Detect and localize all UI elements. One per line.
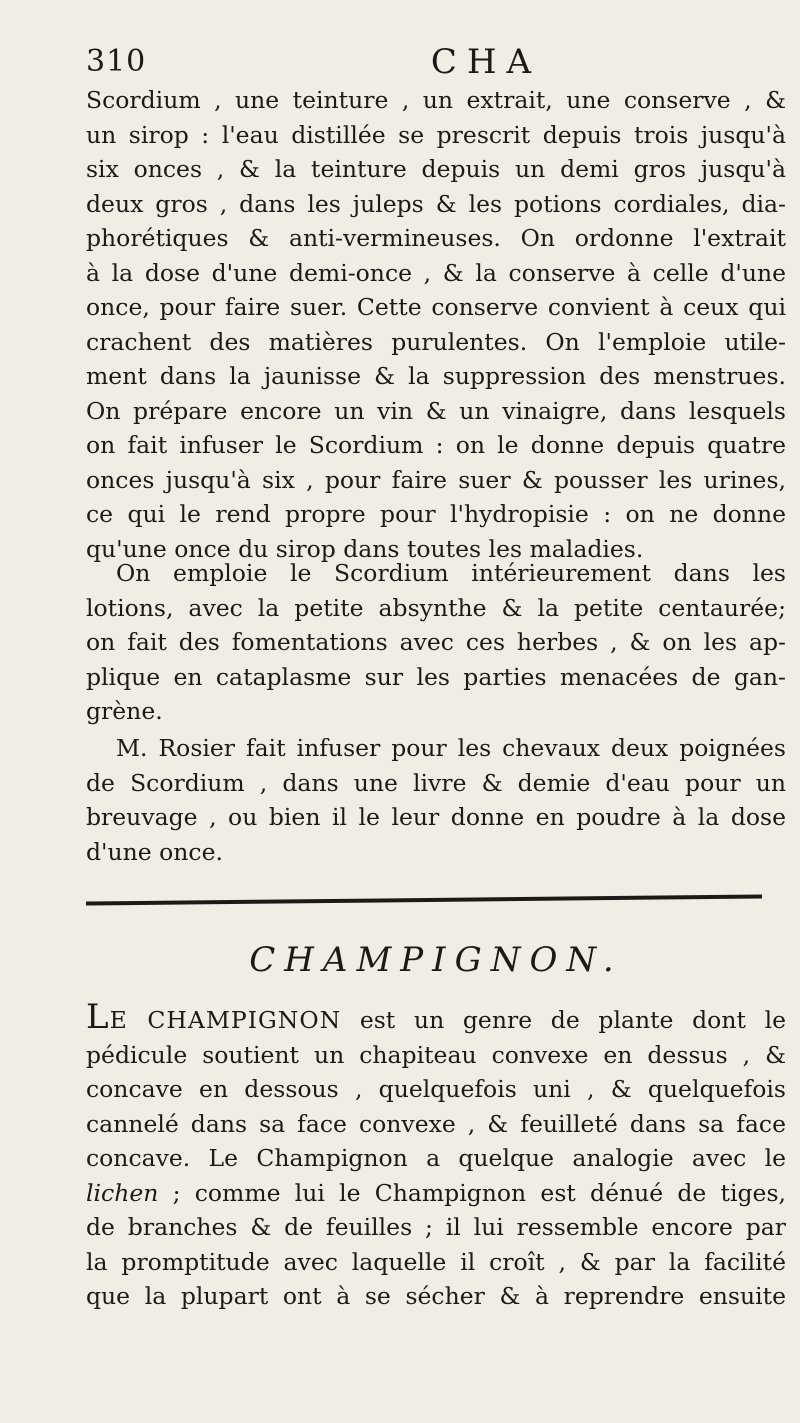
text-line: On emploie le Scordium intérieurement dans les bbox=[116, 559, 786, 587]
text-line: de Scordium , dans une livre & demie d'eau pour un bbox=[86, 768, 786, 797]
text-line: Scordium , une teinture , un extrait, une conserve , & bbox=[86, 86, 786, 114]
text-line: pédicule soutient un chapiteau convexe en dessus , & bbox=[86, 1040, 786, 1069]
text-line: à la dose d'une demi-once , & la conserve à celle d'une bbox=[86, 258, 786, 287]
text-line: six onces , & la teinture depuis un demi gros jusqu'à bbox=[86, 155, 786, 183]
text-line: cannelé dans sa face convexe , & feuilleté dans sa face bbox=[86, 1109, 786, 1138]
section-title: CHAMPIGNON. bbox=[249, 940, 623, 980]
running-head: CHA bbox=[430, 42, 542, 82]
page-number: 310 bbox=[86, 44, 147, 79]
text-line: ce qui le rend propre pour l'hydropisie : on ne donne bbox=[86, 500, 786, 528]
paragraph-scordium-external-use bbox=[86, 556, 786, 729]
opening-line-rest: est un genre de plante dont le bbox=[341, 1006, 786, 1034]
paragraph-champignon-description bbox=[86, 997, 786, 1314]
text-line: deux gros , dans les juleps & les potions cordiales, dia- bbox=[86, 189, 786, 218]
paragraph-scordium-preparations bbox=[86, 83, 786, 566]
text-line: un sirop : l'eau distillée se prescrit depuis trois jusqu'à bbox=[86, 120, 786, 149]
text-line: phorétiques & anti-vermineuses. On ordonne l'extrait bbox=[86, 224, 786, 252]
text-line: M. Rosier fait infuser pour les chevaux deux poignées bbox=[116, 734, 786, 762]
text-line: plique en cataplasme sur les parties menacées de gan- bbox=[86, 662, 786, 691]
drop-cap-letter: L bbox=[86, 997, 110, 1037]
text-line: d'une once. bbox=[86, 837, 223, 866]
text-line: la promptitude avec laquelle il croît , & par la facilité bbox=[86, 1247, 786, 1276]
text-line: once, pour faire suer. Cette conserve convient à ceux qui bbox=[86, 293, 786, 321]
paragraph-rosier-horses bbox=[86, 731, 786, 869]
text-line: de branches & de feuilles ; il lui ressemble encore par bbox=[86, 1213, 786, 1241]
lichen-line-rest: ; comme lui le Champignon est dénué de tiges, bbox=[158, 1178, 786, 1207]
text-line: lotions, avec la petite absynthe & la petite centaurée; bbox=[86, 593, 786, 622]
text-line: concave. Le Champignon a quelque analogie avec le bbox=[86, 1144, 786, 1172]
section-divider-rule bbox=[86, 894, 762, 905]
text-line: on fait des fomentations avec ces herbes , & on les ap- bbox=[86, 628, 786, 656]
text-line: qu'une once du sirop dans toutes les maladies. bbox=[86, 534, 644, 563]
text-line: ment dans la jaunisse & la suppression des menstrues. bbox=[86, 362, 786, 390]
text-line: crachent des matières purulentes. On l'emploie utile- bbox=[86, 327, 786, 356]
small-caps-headword: E CHAMPIGNON bbox=[109, 1006, 342, 1034]
italic-term: lichen bbox=[86, 1178, 159, 1207]
text-line: onces jusqu'à six , pour faire suer & pousser les urines, bbox=[86, 465, 786, 494]
text-line-lichen bbox=[86, 1176, 786, 1211]
text-line: que la plupart ont à se sécher & à reprendre ensuite bbox=[86, 1282, 786, 1310]
text-line-opening bbox=[86, 997, 786, 1038]
text-line: concave en dessous , quelquefois uni , & quelquefois bbox=[86, 1075, 786, 1103]
text-line: breuvage , ou bien il le leur donne en poudre à la dose bbox=[86, 803, 786, 831]
text-line: on fait infuser le Scordium : on le donne depuis quatre bbox=[86, 431, 786, 459]
text-line: grène. bbox=[86, 697, 163, 725]
text-line: On prépare encore un vin & un vinaigre, dans lesquels bbox=[86, 396, 786, 425]
